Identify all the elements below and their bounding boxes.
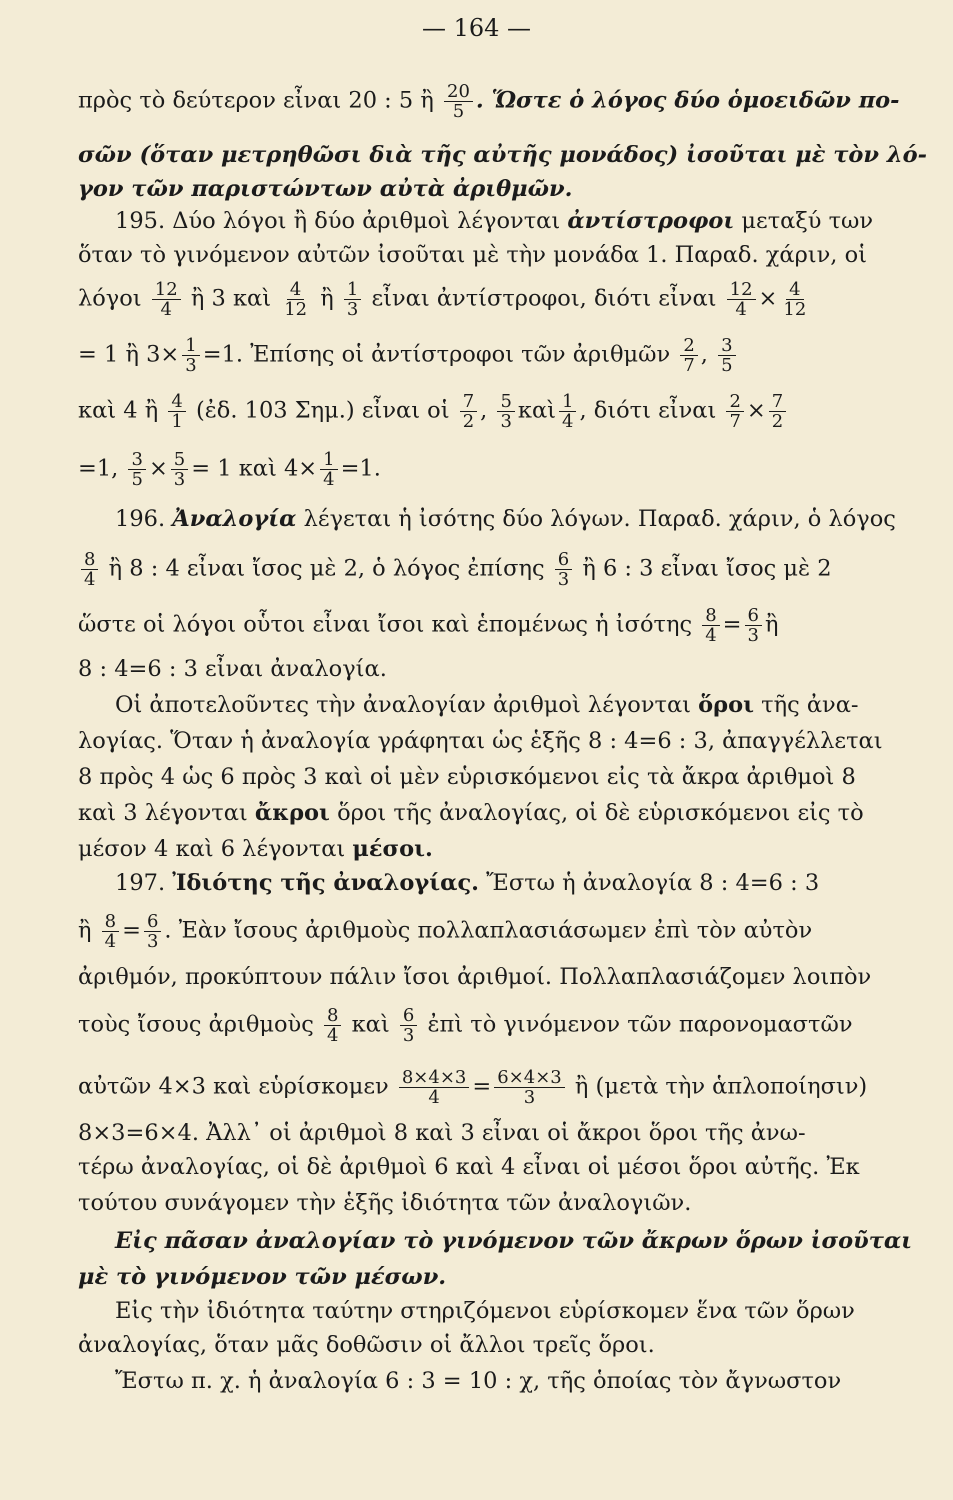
- math-line: ἢ $\frac{8}{4}$ = $\frac{6}{3}$ . Ἐὰν ἴσους ἀριθμοὺς πολλαπλασιάσωμεν ἐπὶ τὸν αὐτὸν: [78, 911, 813, 952]
- text-line: ὅταν τὸ γινόμενον αὐτῶν ἰσοῦται μὲ τὴν μονάδα 1. Παραδ. χάριν, οἱ: [78, 242, 867, 268]
- text-line: μέσον 4 καὶ 6 λέγονται μέσοι.: [78, 836, 433, 862]
- text-line: Ἔστω π. χ. ἡ ἀναλογία 6 : 3 = 10 : χ, τῆς ὁποίας τὸν ἄγνωστον: [115, 1368, 842, 1394]
- text-line: τέρω ἀναλογίας, οἱ δὲ ἀριθμοὶ 6 καὶ 4 εἶναι οἱ μέσοι ὅροι αὐτῆς. Ἐκ: [78, 1154, 860, 1180]
- rule-statement: μὲ τὸ γινόμενον τῶν μέσων.: [78, 1264, 447, 1290]
- text-line: ἀριθμόν, προκύπτουν πάλιν ἴσοι ἀριθμοί. Πολλαπλασιάζομεν λοιπὸν: [78, 964, 872, 990]
- fraction: $\frac{20}{5}$: [444, 82, 473, 121]
- text-line: 8×3=6×4. Ἀλλ᾽ οἱ ἀριθμοὶ 8 καὶ 3 εἶναι οἱ ἄκροι ὅροι τῆς ἀνω-: [78, 1120, 806, 1146]
- section-195: 195. Δύο λόγοι ἢ δύο ἀριθμοὶ λέγονται ἀντίστροφοι μεταξύ των: [115, 208, 874, 234]
- text-line: Οἱ ἀποτελοῦντες τὴν ἀναλογίαν ἀριθμοὶ λέγονται ὅροι τῆς ἀνα-: [115, 692, 859, 718]
- math-line: =1, $\frac{3}{5}$ × $\frac{5}{3}$ = 1 καὶ 4× $\frac{1}{4}$ =1.: [78, 449, 381, 490]
- text-line: ἀναλογίας, ὅταν μᾶς δοθῶσιν οἱ ἄλλοι τρεῖς ὅροι.: [78, 1332, 655, 1358]
- rule-statement: Εἰς πᾶσαν ἀναλογίαν τὸ γινόμενον τῶν ἄκρων ὅρων ἰσοῦται: [115, 1228, 913, 1254]
- text-line: γον τῶν παριστώντων αὐτὰ ἀριθμῶν.: [78, 176, 573, 202]
- math-line: τοὺς ἴσους ἀριθμοὺς $\frac{8}{4}$ καὶ $\frac{6}{3}$ ἐπὶ τὸ γινόμενον τῶν παρονομαστῶν: [78, 1005, 853, 1046]
- section-197: 197. Ἰδιότης τῆς ἀναλογίας. Ἔστω ἡ ἀναλογία 8 : 4=6 : 3: [115, 870, 820, 896]
- section-196: 196. Ἀναλογία λέγεται ἡ ἰσότης δύο λόγων. Παραδ. χάριν, ὁ λόγος: [115, 506, 896, 532]
- text-line: 8 πρὸς 4 ὡς 6 πρὸς 3 καὶ οἱ μὲν εὑρισκόμενοι εἰς τὰ ἄκρα ἀριθμοὶ 8: [78, 764, 856, 790]
- math-line: λόγοι $\frac{12}{4}$ ἢ 3 καὶ $\frac{4}{12}$ ἢ $\frac{1}{3}$ εἶναι ἀντίστροφοι, διότι εἶναι $\frac{12}{4}$ × $\frac{4}{12}$: [78, 279, 807, 320]
- text-line: καὶ 3 λέγονται ἄκροι ὅροι τῆς ἀναλογίας, οἱ δὲ εὑρισκόμενοι εἰς τὸ: [78, 800, 864, 826]
- page-number: — 164 —: [421, 14, 532, 42]
- text-line: λογίας. Ὅταν ἡ ἀναλογία γράφηται ὡς ἑξῆς 8 : 4=6 : 3, ἀπαγγέλλεται: [78, 728, 883, 754]
- math-line: καὶ 4 ἢ $\frac{4}{1}$ (ἐδ. 103 Σημ.) εἶναι οἱ $\frac{7}{2}$ , $\frac{5}{3}$ καὶ $\frac{1}{4}$ , διότι εἶναι $\frac{2}{7}$ × $\frac{7}{2}$: [78, 392, 898, 431]
- text-line: 8 : 4=6 : 3 εἶναι ἀναλογία.: [78, 656, 387, 682]
- math-line: αὐτῶν 4×3 καὶ εὑρίσκομεν $\frac{8\times 4\times 3}{4}$ = $\frac{6\times 4\times 3}{3}$ ἢ (μετὰ τὴν ἁπλοποίησιν): [78, 1067, 868, 1108]
- math-line: $\frac{8}{4}$ ἢ 8 : 4 εἶναι ἴσος μὲ 2, ὁ λόγος ἐπίσης $\frac{6}{3}$ ἢ 6 : 3 εἶναι ἴσος μὲ 2: [78, 550, 898, 589]
- text-line: τούτου συνάγομεν τὴν ἑξῆς ἰδιότητα τῶν ἀναλογιῶν.: [78, 1190, 692, 1216]
- math-line: = 1 ἢ 3× $\frac{1}{3}$ =1. Ἐπίσης οἱ ἀντίστροφοι τῶν ἀριθμῶν $\frac{2}{7}$ , $\frac{3}{5}$: [78, 336, 898, 375]
- text-line: σῶν (ὅταν μετρηθῶσι διὰ τῆς αὐτῆς μονάδος) ἰσοῦται μὲ τὸν λό-: [78, 142, 927, 168]
- text-line: πρὸς τὸ δεύτερον εἶναι 20 : 5 ἢ $\frac{20}{5}$ . Ὥστε ὁ λόγος δύο ὁμοειδῶν πο-: [78, 81, 900, 122]
- math-line: ὥστε οἱ λόγοι οὗτοι εἶναι ἴσοι καὶ ἑπομένως ἡ ἰσότης $\frac{8}{4}$ = $\frac{6}{3}$ ἢ: [78, 605, 779, 646]
- text-line: Εἰς τὴν ἰδιότητα ταύτην στηριζόμενοι εὑρίσκομεν ἕνα τῶν ὅρων: [115, 1298, 855, 1324]
